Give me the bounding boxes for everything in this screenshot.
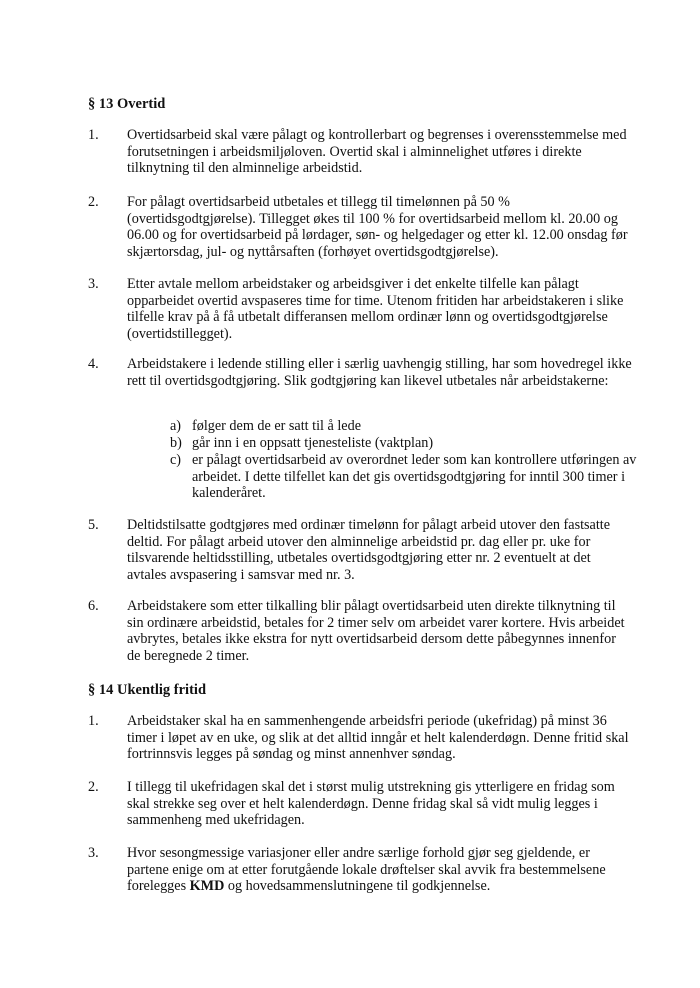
subitem-text: går inn i en oppsatt tjenesteliste (vaktplan) <box>192 435 434 451</box>
item-text: Deltidstilsatte godtgjøres med ordinær timelønn for pålagt arbeid utover den fastsatte deltid. For pålagt arbeid utover den alminnelige arbeidstid pr. dag eller pr. uke for tilsvarende heltidsstilling, utbetales overtidsgodtgjøring etter nr. 2 eventuelt at det avtales avspasering i samsvar med nr. 3. <box>127 517 611 583</box>
subitem-text: følger dem de er satt til å lede <box>192 418 361 434</box>
item-number: 2. <box>88 194 99 210</box>
subitem-letter: a) <box>170 418 182 434</box>
section-14-heading: § 14 Ukentlig fritid <box>88 682 207 698</box>
item-number: 3. <box>88 845 99 861</box>
item-text: Etter avtale mellom arbeidstaker og arbeidsgiver i det enkelte tilfelle kan pålagt opparbeidet overtid avspaseres time for time. Utenom fritiden har arbeidstakeren i slike tilfelle krav på å få utbetalt differansen mellom ordinær lønn og overtidsgodtgjørelse (overtidstillegget). <box>127 276 624 342</box>
item-number: 2. <box>88 779 99 795</box>
item-text: Overtidsarbeid skal være pålagt og kontrollerbart og begrenses i overensstemmelse med forutsetningen i arbeidsmiljøloven. Overtid skal i alminnelighet utføres i direkte tilknytning til den alminnelige arbeidstid. <box>127 127 627 176</box>
item-number: 3. <box>88 276 99 292</box>
item-number: 4. <box>88 356 99 372</box>
item-number: 5. <box>88 517 99 533</box>
item-text: Arbeidstaker skal ha en sammenhengende arbeidsfri periode (ukefridag) på minst 36 timer i løpet av en uke, og slik at det alltid inngår et helt kalenderdøgn. Denne fritid skal fortrinnsvis legges på søndag og minst annenhver søndag. <box>127 713 629 762</box>
item-number: 1. <box>88 713 99 729</box>
kmd-abbreviation: KMD <box>189 878 225 894</box>
item-text: Arbeidstakere i ledende stilling eller i særlig uavhengig stilling, har som hovedregel ikke rett til overtidsgodtgjøring. Slik godtgjøring kan likevel utbetales når arbeidstakerne: <box>127 356 632 389</box>
item-text <box>127 845 632 895</box>
item-text: For pålagt overtidsarbeid utbetales et tillegg til timelønnen på 50 % (overtidsgodtgjørelse). Tillegget økes til 100 % for overtidsarbeid mellom kl. 20.00 og 06.00 og for overtidsarbeid på lørdager, søn- og helgedager og etter kl. 12.00 onsdag før skjærtorsdag, jul- og nyttårsaften (forhøyet overtidsgodtgjørelse). <box>127 194 628 260</box>
item-text-after: og hovedsammenslutningene til godkjennelse. <box>224 878 491 894</box>
section-13-heading: § 13 Overtid <box>88 96 166 112</box>
item-number: 6. <box>88 598 99 614</box>
subitem-text: er pålagt overtidsarbeid av overordnet leder som kan kontrollere utføringen av arbeidet. I dette tilfellet kan det gis overtidsgodtgjøring for inntil 300 timer i kalenderåret. <box>192 452 637 501</box>
item-number: 1. <box>88 127 99 143</box>
item-text: Arbeidstakere som etter tilkalling blir pålagt overtidsarbeid uten direkte tilknytning til sin ordinære arbeidstid, betales for 2 timer selv om arbeidet varer kortere. Hvis arbeidet avbrytes, betales ikke ekstra for nytt overtidsarbeid dersom dette påbegynnes innenfor de beregnede 2 timer. <box>127 598 625 664</box>
item-text: I tillegg til ukefridagen skal det i størst mulig utstrekning gis ytterligere en fridag som skal strekke seg over et helt kalenderdøgn. Denne fridag skal så vidt mulig legges i sammenheng med ukefridagen. <box>127 779 615 828</box>
subitem-letter: c) <box>170 452 182 468</box>
item-text-before: Hvor sesongmessige variasjoner eller andre særlige forhold gjør seg gjeldende, er partene enige om at etter forutgående lokale drøftelser skal avvik fra bestemmelsene forelegges <box>127 845 606 894</box>
subitem-letter: b) <box>170 435 182 451</box>
